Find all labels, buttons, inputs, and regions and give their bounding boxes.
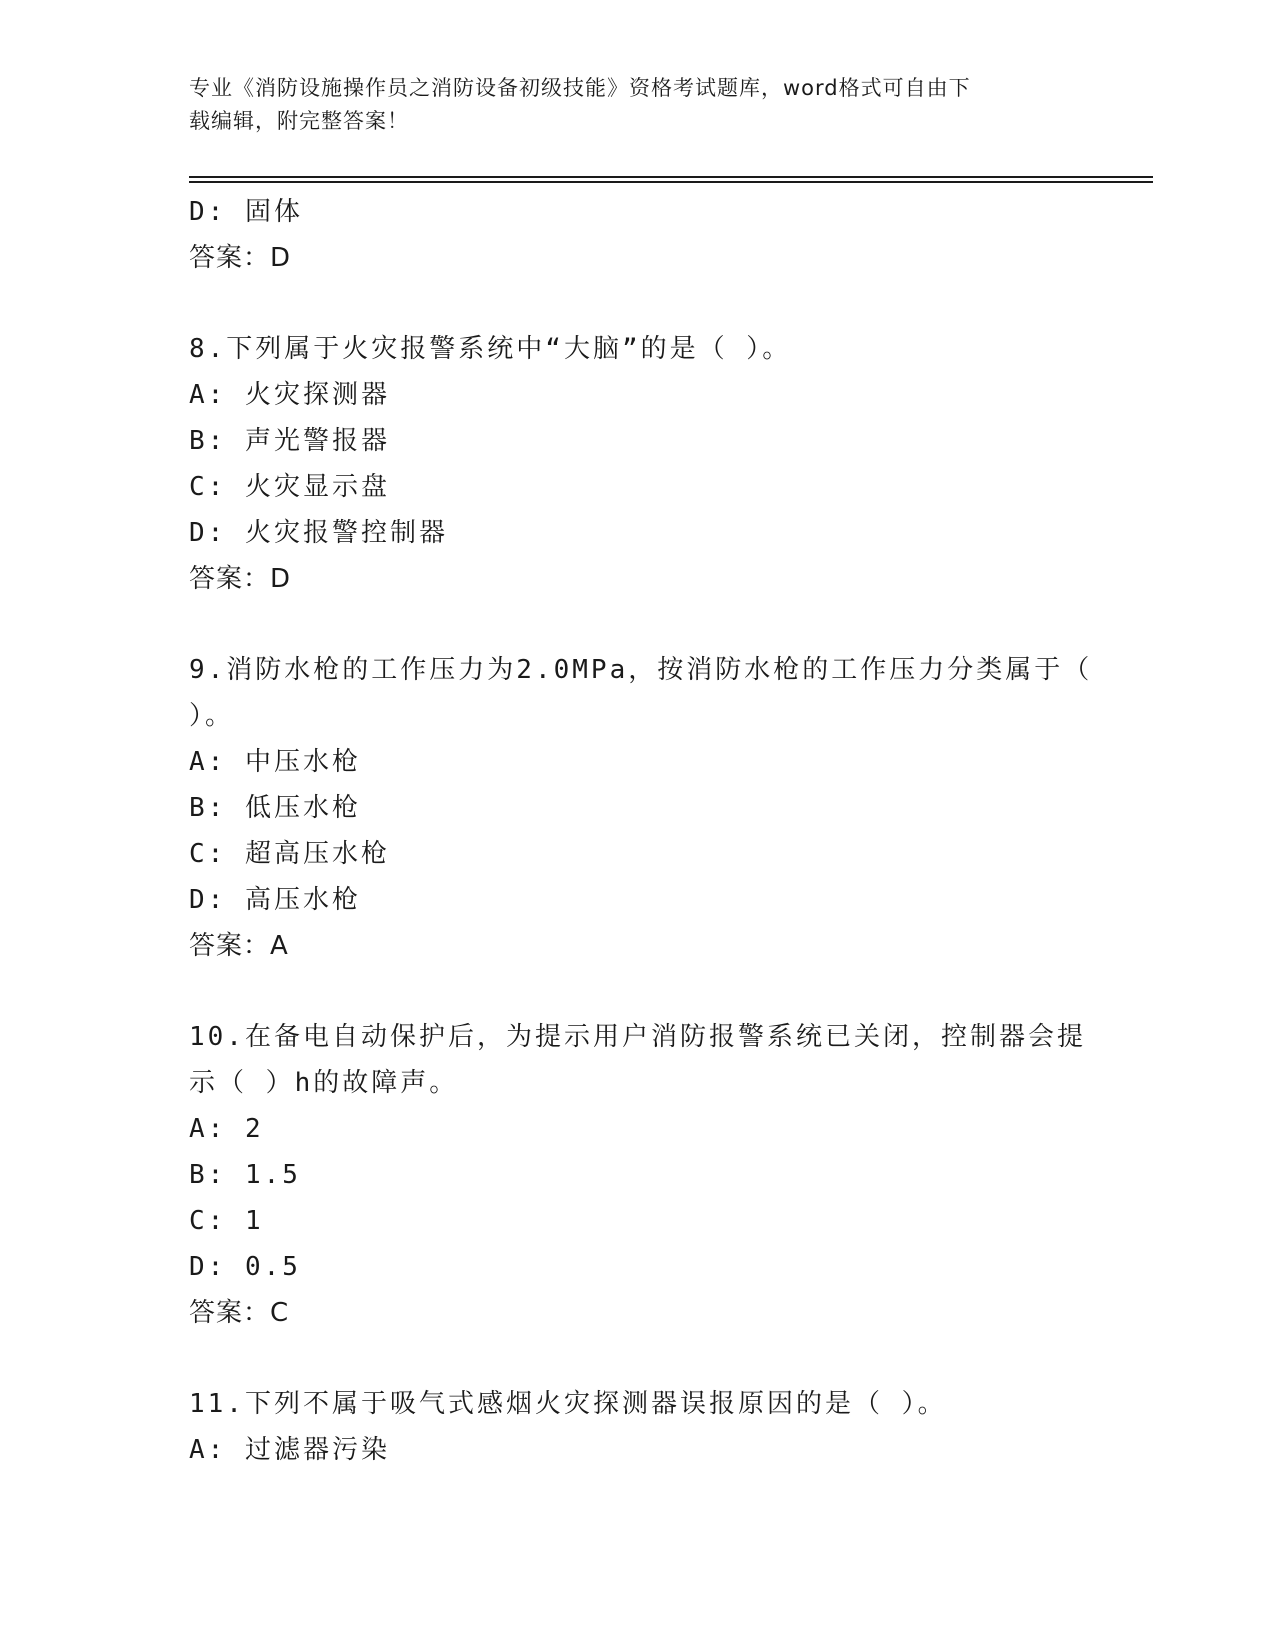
question-10-option-b: B: 1.5 <box>189 1160 301 1190</box>
question-8-answer: 答案：D <box>189 564 292 594</box>
question-10-option-c: C: 1 <box>189 1206 264 1236</box>
question-10-stem-line-2: 示（ ）h的故障声。 <box>189 1068 459 1098</box>
document-header <box>189 72 1069 138</box>
question-9-answer: 答案：A <box>189 931 289 961</box>
question-10-stem-line-1: 10.在备电自动保护后，为提示用户消防报警系统已关闭，控制器会提 <box>189 1022 1086 1052</box>
question-9-option-a: A: 中压水枪 <box>189 747 361 777</box>
question-8-option-b: B: 声光警报器 <box>189 426 390 456</box>
header-rule-bottom <box>189 181 1153 183</box>
question-11-stem: 11.下列不属于吸气式感烟火灾探测器误报原因的是（ ）。 <box>189 1389 947 1419</box>
question-8-option-c: C: 火灾显示盘 <box>189 472 390 502</box>
question-8-stem: 8.下列属于火灾报警系统中“大脑”的是（ ）。 <box>189 334 792 364</box>
question-10 <box>189 1014 1089 1336</box>
question-9-stem-line-1: 9.消防水枪的工作压力为2.0MPa，按消防水枪的工作压力分类属于（ <box>189 655 1093 685</box>
question-9-option-d: D: 高压水枪 <box>189 885 361 915</box>
question-8-option-d: D: 火灾报警控制器 <box>189 518 448 548</box>
question-8 <box>189 326 1089 602</box>
question-8-option-a: A: 火灾探测器 <box>189 380 390 410</box>
question-9-option-c: C: 超高压水枪 <box>189 839 390 869</box>
question-11-option-a: A: 过滤器污染 <box>189 1435 390 1465</box>
question-9-stem-line-2: ）。 <box>189 701 235 731</box>
previous-option-d: D: 固体 <box>189 197 303 227</box>
header-line-1: 专业《消防设施操作员之消防设备初级技能》资格考试题库，word格式可自由下 <box>189 76 971 100</box>
question-11 <box>189 1381 1089 1473</box>
question-10-answer: 答案：C <box>189 1298 290 1328</box>
question-10-option-a: A: 2 <box>189 1114 264 1144</box>
question-9 <box>189 647 1093 969</box>
question-9-option-b: B: 低压水枪 <box>189 793 361 823</box>
question-list <box>189 189 1093 1473</box>
spacer <box>189 1336 1089 1381</box>
spacer <box>189 281 1089 326</box>
header-line-2: 载编辑，附完整答案！ <box>189 109 409 133</box>
spacer <box>189 602 1089 647</box>
previous-answer: 答案：D <box>189 243 292 273</box>
question-10-option-d: D: 0.5 <box>189 1252 301 1282</box>
spacer <box>189 969 1089 1014</box>
header-rule-top <box>189 176 1153 178</box>
